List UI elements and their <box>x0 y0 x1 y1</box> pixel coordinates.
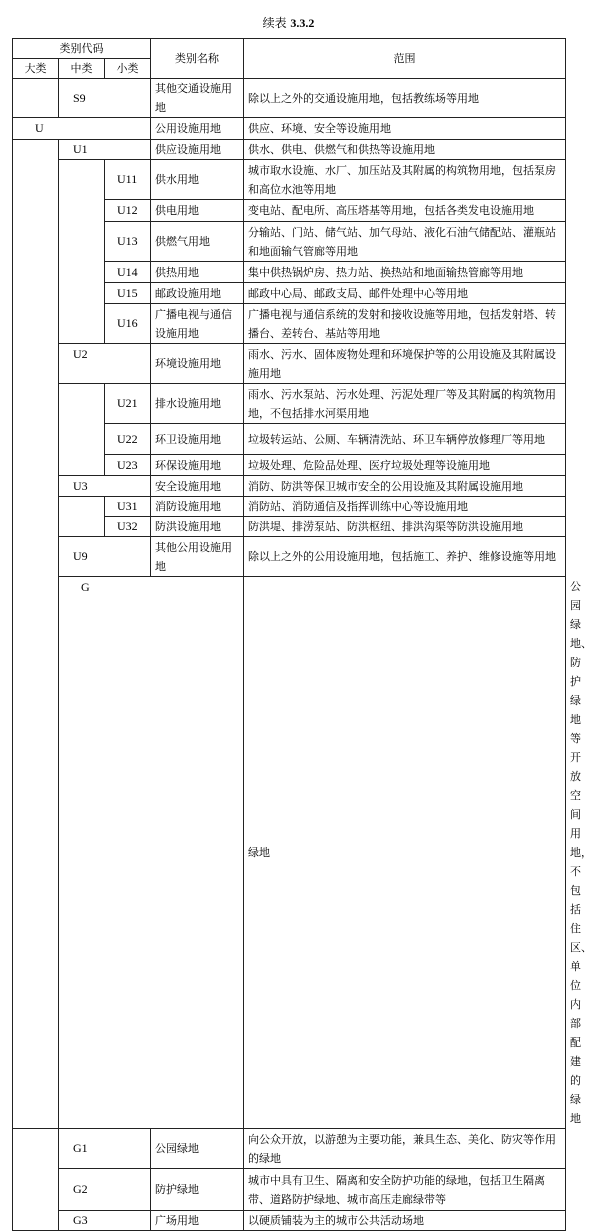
minor-code: U14 <box>105 262 151 283</box>
header-medium: 中类 <box>59 59 105 79</box>
medium-code: S9 <box>59 79 105 118</box>
minor-code: U31 <box>105 497 151 517</box>
category-scope: 除以上之外的公用设施用地，包括施工、养护、维修设施等用地 <box>244 537 566 577</box>
category-scope: 供水、供电、供燃气和供热等设施用地 <box>244 140 566 160</box>
category-name: 排水设施用地 <box>151 384 244 424</box>
table-row: G 绿地 公园绿地、防护绿地等开放空间用地，不包括住区、单位内部配建的绿地 <box>13 577 566 1129</box>
category-scope: 城市中具有卫生、隔离和安全防护功能的绿地，包括卫生隔离带、道路防护绿地、城市高压走廊绿带等 <box>244 1169 566 1211</box>
category-scope: 垃圾转运站、公厕、车辆清洗站、环卫车辆停放修理厂等用地 <box>244 424 566 455</box>
category-scope: 雨水、污水泵站、污水处理、污泥处理厂等及其附属的构筑物用地，不包括排水河渠用地 <box>244 384 566 424</box>
table-row <box>13 497 566 517</box>
category-name: 供水用地 <box>151 160 244 200</box>
caption-number: 3.3.2 <box>290 16 315 30</box>
category-scope: 向公众开放，以游憩为主要功能，兼具生态、美化、防灾等作用的绿地 <box>244 1129 566 1169</box>
minor-code: U16 <box>105 304 151 344</box>
category-scope: 供应、环境、安全等设施用地 <box>244 118 566 140</box>
category-scope: 雨水、污水、固体废物处理和环境保护等的公用设施及其附属设施用地 <box>244 344 566 384</box>
header-name: 类别名称 <box>151 39 244 79</box>
category-scope: 变电站、配电所、高压塔基等用地，包括各类发电设施用地 <box>244 200 566 222</box>
category-name: 供热用地 <box>151 262 244 283</box>
header-major: 大类 <box>13 59 59 79</box>
category-scope: 城市取水设施、水厂、加压站及其附属的构筑物用地，包括泵房和高位水池等用地 <box>244 160 566 200</box>
minor-code: U13 <box>105 222 151 262</box>
table-row <box>13 384 566 424</box>
minor-code: U15 <box>105 283 151 304</box>
category-scope: 邮政中心局、邮政支局、邮件处理中心等用地 <box>244 283 566 304</box>
major-code: G <box>59 577 244 1129</box>
category-name: 公园绿地 <box>151 1129 244 1169</box>
header-scope: 范围 <box>244 39 566 79</box>
table-row <box>13 79 566 118</box>
category-name: 广场用地 <box>151 1211 244 1231</box>
medium-code: U9 <box>59 537 151 577</box>
category-name: 供应设施用地 <box>151 140 244 160</box>
category-name: 防洪设施用地 <box>151 517 244 537</box>
table-row <box>13 160 566 200</box>
category-scope: 以硬质铺装为主的城市公共活动场地 <box>244 1211 566 1231</box>
minor-code: U23 <box>105 455 151 476</box>
medium-code: U3 <box>59 476 151 497</box>
medium-code: G1 <box>59 1129 151 1169</box>
category-name: 防护绿地 <box>151 1169 244 1211</box>
table-row <box>13 537 566 577</box>
table-row <box>13 140 566 160</box>
caption-prefix: 续表 <box>262 16 287 30</box>
minor-code: U21 <box>105 384 151 424</box>
category-scope: 垃圾处理、危险品处理、医疗垃圾处理等设施用地 <box>244 455 566 476</box>
table-row <box>13 118 566 140</box>
category-name: 供电用地 <box>151 200 244 222</box>
category-scope: 消防、防洪等保卫城市安全的公用设施及其附属设施用地 <box>244 476 566 497</box>
category-name: 其他公用设施用地 <box>151 537 244 577</box>
category-scope: 集中供热锅炉房、热力站、换热站和地面输热管廊等用地 <box>244 262 566 283</box>
category-scope: 防洪堤、排涝泵站、防洪枢纽、排洪沟渠等防洪设施用地 <box>244 517 566 537</box>
category-name: 供燃气用地 <box>151 222 244 262</box>
category-name: 环境设施用地 <box>151 344 244 384</box>
table-row <box>13 1129 566 1169</box>
category-scope: 除以上之外的交通设施用地，包括教练场等用地 <box>244 79 566 118</box>
category-name: 公用设施用地 <box>151 118 244 140</box>
category-scope: 消防站、消防通信及指挥训练中心等设施用地 <box>244 497 566 517</box>
category-name: 其他交通设施用地 <box>151 79 244 118</box>
major-code: U <box>13 118 151 140</box>
minor-code: U11 <box>105 160 151 200</box>
category-scope: 分输站、门站、储气站、加气母站、液化石油气储配站、灌瓶站和地面输气管廊等用地 <box>244 222 566 262</box>
table-row <box>13 1211 566 1231</box>
table-caption <box>0 14 577 31</box>
table-row <box>13 476 566 497</box>
category-name: 广播电视与通信设施用地 <box>151 304 244 344</box>
category-name: 邮政设施用地 <box>151 283 244 304</box>
land-use-classification-table <box>12 38 592 1231</box>
medium-code: U1 <box>59 140 151 160</box>
category-name: 安全设施用地 <box>151 476 244 497</box>
medium-code: G2 <box>59 1169 151 1211</box>
header-code-group: 类别代码 <box>13 39 151 59</box>
minor-code: U22 <box>105 424 151 455</box>
header-minor: 小类 <box>105 59 151 79</box>
table-row <box>13 1169 566 1211</box>
minor-code: U32 <box>105 517 151 537</box>
category-name: 环卫设施用地 <box>151 424 244 455</box>
category-name: 绿地 <box>244 577 566 1129</box>
table-row <box>13 344 566 384</box>
category-name: 消防设施用地 <box>151 497 244 517</box>
category-scope: 广播电视与通信系统的发射和接收设施等用地，包括发射塔、转播台、差转台、基站等用地 <box>244 304 566 344</box>
minor-code: U12 <box>105 200 151 222</box>
category-name: 环保设施用地 <box>151 455 244 476</box>
medium-code: G3 <box>59 1211 151 1231</box>
medium-code: U2 <box>59 344 151 384</box>
